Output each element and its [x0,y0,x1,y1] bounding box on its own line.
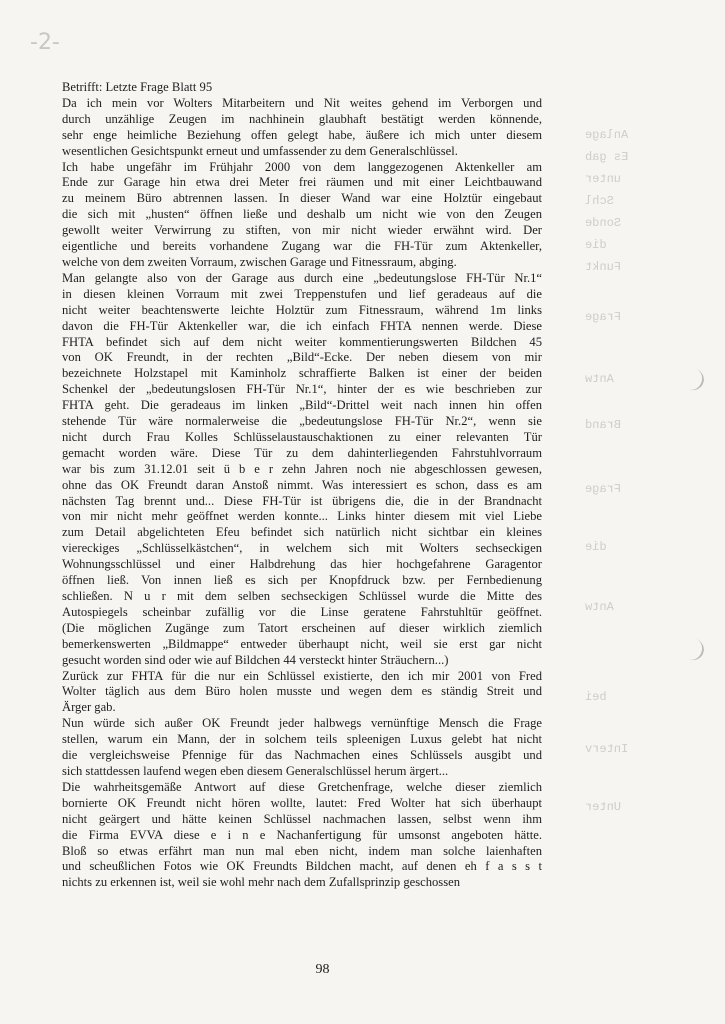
text-line: von OK Freundt, in der rechten „Bild“-Ecke. Der neben diesem von mir [62,350,542,365]
bleed-through-text: Frage [585,310,622,324]
bleed-through-text: die [585,238,607,252]
text-line: wesentlichen Gesichtspunkt erneut und umfassender zu dem Generalschlüssel. [62,143,458,158]
text-line: Schenkel der „bedeutungslosen FH-Tür Nr.1“, hinter der es wie beschrieben zur [62,382,542,397]
text-line: war bis zum 31.12.01 seit ü b e r zehn Jahren noch nie abgeschlossen gewesen, [62,461,542,476]
text-line: sich stattdessen laufend wegen eben diesem Generalschlüssel herum ärgert... [62,763,449,778]
punch-hole-mark [677,635,707,664]
bleed-through-text: Unter [585,800,622,814]
page-number: 98 [315,962,330,977]
text-line: eigentliche und bereits vorhandene Zugang war die FH-Tür zum Aktenkeller, [62,239,542,254]
punch-hole-mark [677,365,707,394]
text-line: zu meinem Büro abtrennen lassen. In dieser Wand war eine Holztür eingebaut [62,191,542,206]
text-line: in diesen kleinen Vorraum mit zwei Treppenstufen und lief geradeaus auf die [62,286,542,301]
bleed-through-text: Antw [585,372,614,386]
text-line: von mir nicht mehr geöffnet werden konnte... Links hinter diesem mit viel Liebe [62,509,542,524]
text-line: Man gelangte also von der Garage aus durch eine „bedeutungslose FH-Tür Nr.1“ [62,270,542,285]
text-line: gewollt weiter Verwirrung zu stiften, von mir nicht wieder erwähnt wird. Der [62,223,542,238]
bleed-through-text: die [585,540,607,554]
text-line: bezeichnete Holzstapel mit Kaminholz schraffierte Balken ist einer der beiden [62,366,542,381]
bleed-through-text: Funkt [585,260,622,274]
text-line: FHTA befindet sich auf dem nicht weiter kommentierungswerten Bildchen 45 [62,334,542,349]
text-line: (Die möglichen Zugänge zum Tatort erscheinen auf dieser wirklich ziemlich [62,620,542,635]
text-line: Ärger gab. [62,700,116,715]
text-line: schließen. N u r mit dem selben sechseckigen Schlüssel wurde die Mitte des [62,589,542,603]
text-line: gesucht worden sind oder wie auf Bildchen 44 versteckt hinter Sträuchern...) [62,652,449,667]
document-body [62,80,542,891]
text-line: Ende zur Garage hin etwa drei Meter frei räumen und mit einer Leichtbauwand [62,175,542,190]
bleed-through-text: Schl [585,194,614,208]
bleed-through-text: Es gab [585,150,629,164]
text-line: und scheußlichen Fotos wie OK Freundts Bildchen macht, auf denen eh f a s s t [62,859,542,874]
text-line: zum Detail abgelichteten Efeu befindet sich natürlich nicht sichtbar ein kleines [62,525,542,540]
text-line: Ich habe ungefähr im Frühjahr 2000 von dem langgezogenen Aktenkeller am [62,159,542,174]
text-line: nichts zu erkennen ist, weil sie wohl mehr nach dem Zufallsprinzip geschossen [62,875,460,890]
text-line: Zurück zur FHTA für die nur ein Schlüssel existierte, den ich mir 2001 von Fred [62,668,542,683]
bleed-through-text: Antw [585,600,614,614]
text-line: Wohnungsschlüssel und einer Halbdrehung das hier hochgefahrene Garagentor [62,557,542,572]
text-line: öffnen ließ. Von innen ließ es sich per Knopfdruck bzw. per Fernbedienung [62,573,542,588]
bleed-through-text: unter [585,172,622,186]
bleed-through-text: bei [585,690,607,704]
text-line: davon die FH-Tür Aktenkeller war, die ich einfach FHTA nennen werde. Diese [62,318,542,333]
text-line: durch unzählige Zeugen im nachhinein glaubhaft bestätigt werden könnende, [62,111,542,126]
text-line: gemacht worden wäre. Diese Tür zu dem dahinterliegenden Fahrstuhlvorraum [62,445,542,460]
bleed-through-text: Anlage [585,128,629,142]
text-line: nicht durch Frau Kolles Schlüsselaustauschaktionen zu einer relevanten Tür [62,429,542,444]
text-line: Wolter täglich aus dem Büro holen musste und wegen dem es ständig Streit und [62,684,542,699]
text-line: Die wahrheitsgemäße Antwort auf diese Gretchenfrage, welche dieser ziemlich [62,779,542,794]
text-line: die Firma EVVA diese e i n e Nachanfertigung für umsonst angeboten hätte. [62,827,542,842]
bleed-through-text: Brand [585,418,622,432]
text-line: stehende Tür wäre normalerweise die „bedeutungslose FH-Tür Nr.2“, wenn sie [62,414,542,429]
text-line: Nun würde sich außer OK Freundt jeder halbwegs vernünftige Mensch die Frage [62,716,542,731]
text-line: Autospiegels scheinbar zufällig vor die Linse geratene Fahrstuhltür geöffnet. [62,604,542,619]
text-line: viereckiges „Schlüsselkästchen“, in welchem sich mit Wolters sechseckigen [62,541,542,556]
text-line: welche von dem zweiten Vorraum, zwischen Garage und Fitnessraum, abging. [62,254,457,269]
text-line: Betrifft: Letzte Frage Blatt 95 [62,80,213,94]
bleed-through-text: Interv [585,742,629,756]
text-line: bornierte OK Freundt nicht hören wollte, lautet: Fred Wolter hat sich überhaupt [62,795,542,810]
text-line: Da ich mein vor Wolters Mitarbeitern und Nit weites gehend im Verborgen und [62,95,542,110]
bleed-through-text: Frage [585,482,622,496]
text-line: die sich mit „husten“ öffnen ließe und deshalb um nicht wie von den Zeugen [62,207,542,222]
text-line: sehr enge heimliche Beziehung offen gelegt habe, äußere ich mich unter diesem [62,127,542,142]
text-line: nicht geärgert und hätte keinen Schlüssel nachmachen lassen, selbst wenn ihm [62,811,542,826]
text-line: nächsten Tag brennt und... Diese FH-Tür ist übrigens die, die in der Brandnacht [62,493,542,508]
text-line: die vergleichsweise Pfennige für das Nachmachen eines Schlüssels ausgibt und [62,748,542,763]
text-line: ohne das OK Freundt daran Anstoß nimmt. Was interessiert es schon, dass es am [62,477,542,492]
text-line: Bloß so etwas erfährt man nun mal eben nicht, indem man solche laienhaften [62,843,542,858]
bleed-through-text: Sonde [585,216,622,230]
text-line: stellen, warum ein Mann, der in solchem teils spleenigen Luxus gelebt hat nicht [62,732,542,747]
text-line: bemerkenswerten „Bildmappe“ entweder überhaupt nicht, weil sie erst gar nicht [62,636,542,651]
faint-corner-mark: -2- [30,30,60,55]
text-line: nicht weiter beachtenswerte leichte Holztür zum Fitnessraum, während 1m links [62,302,542,317]
text-line: FHTA geht. Die geradeaus im linken „Bild“-Drittel weit nach innen hin offen [62,398,542,413]
